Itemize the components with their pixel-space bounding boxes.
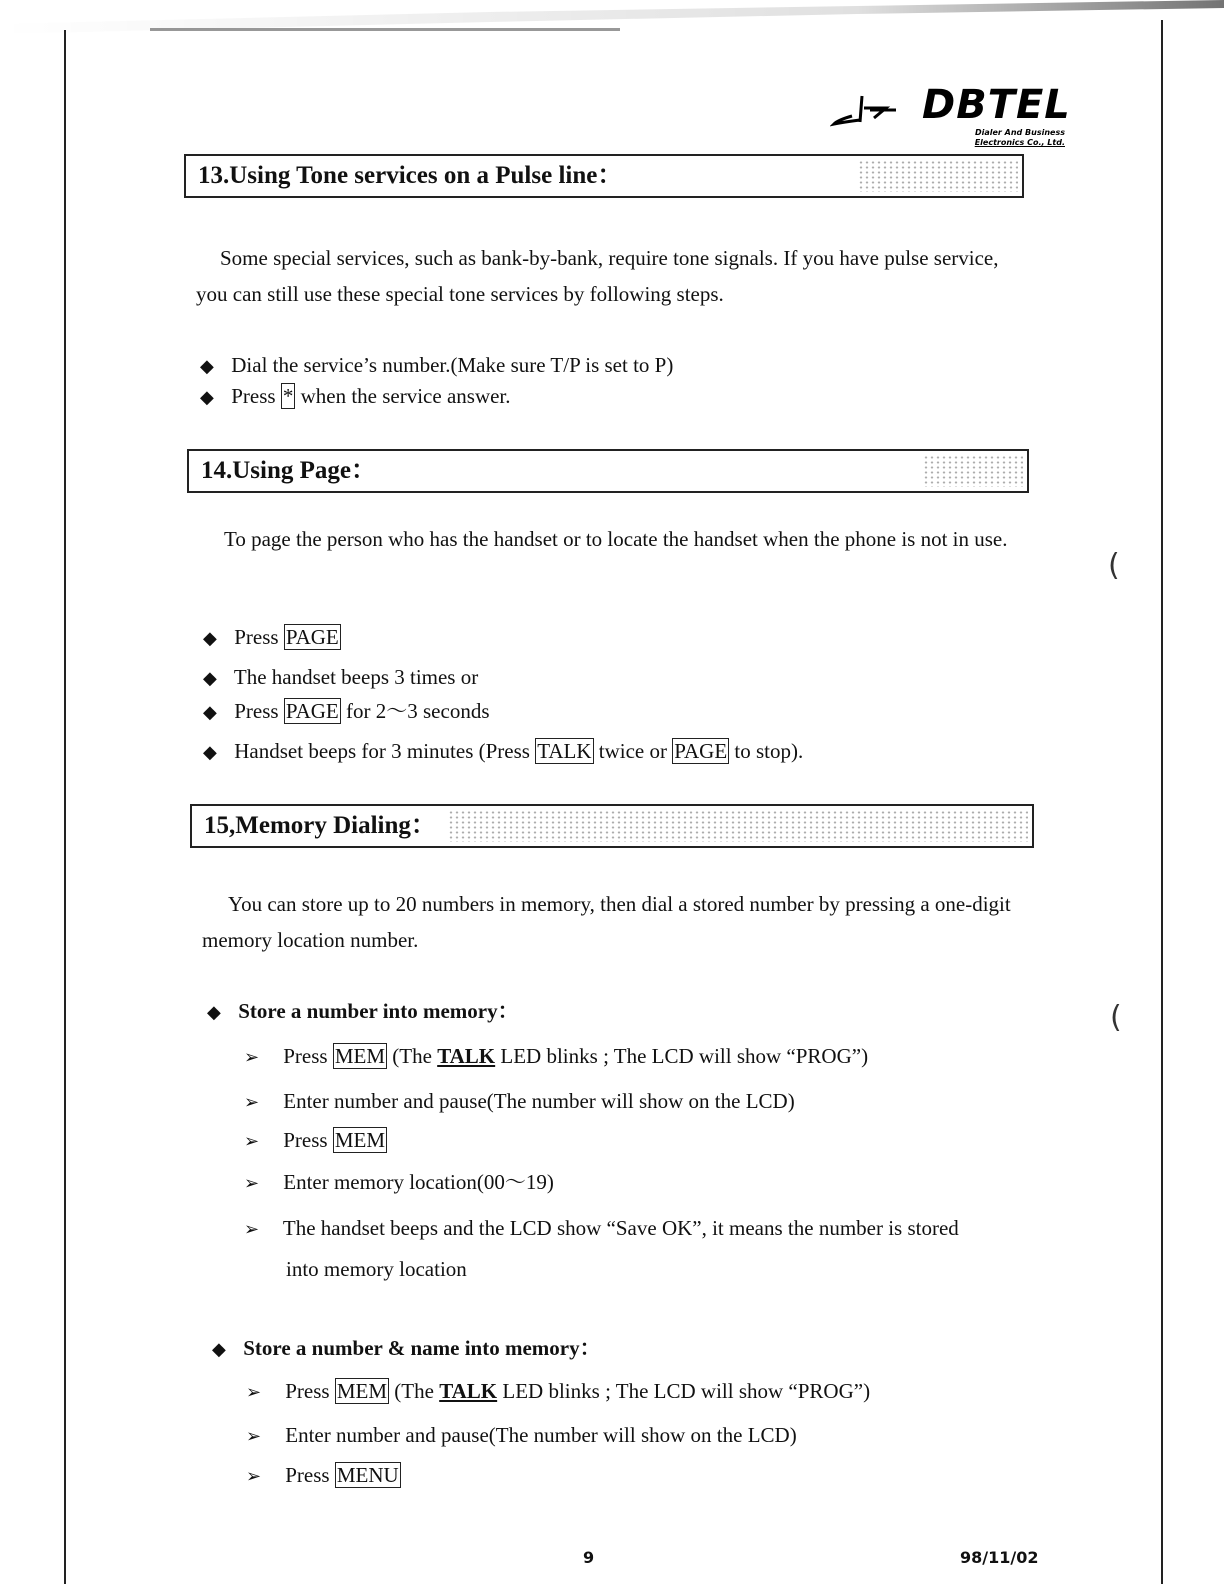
diamond-bullet-icon: ◆ bbox=[203, 668, 217, 688]
store-name-heading: ◆ Store a number & name into memory： bbox=[212, 1333, 601, 1364]
key-page: PAGE bbox=[285, 699, 339, 723]
list-item: ➢ Press MEM (The TALK LED blinks ; The LCD will show “PROG”) bbox=[246, 1376, 870, 1407]
hole-punch-mark: ( bbox=[1108, 548, 1120, 583]
scan-noise bbox=[858, 160, 1018, 192]
section-13-title: 13.Using Tone services on a Pulse line： bbox=[198, 162, 623, 189]
arrow-bullet-icon: ➢ bbox=[246, 1382, 262, 1402]
diamond-bullet-icon: ◆ bbox=[200, 387, 214, 407]
list-item: ◆ Press PAGE for 2～3 seconds bbox=[203, 696, 490, 727]
scan-artifact-top bbox=[0, 0, 1224, 40]
dbtel-mark-icon bbox=[830, 90, 910, 130]
arrow-bullet-icon: ➢ bbox=[246, 1466, 262, 1486]
talk-label: TALK bbox=[437, 1044, 496, 1068]
arrow-bullet-icon: ➢ bbox=[244, 1092, 260, 1112]
scan-noise bbox=[923, 455, 1023, 487]
section-14-title: 14.Using Page： bbox=[201, 457, 377, 484]
list-item: ◆ Press PAGE bbox=[203, 622, 341, 653]
company-logo bbox=[830, 82, 1070, 157]
arrow-bullet-icon: ➢ bbox=[244, 1219, 260, 1239]
diamond-bullet-icon: ◆ bbox=[207, 1002, 221, 1022]
key-menu: MENU bbox=[336, 1463, 399, 1487]
talk-label: TALK bbox=[439, 1379, 498, 1403]
list-item-continuation: into memory location bbox=[286, 1257, 467, 1281]
list-item: ◆ The handset beeps 3 times or bbox=[203, 662, 478, 693]
scan-noise bbox=[448, 810, 1028, 842]
list-item: ➢ Enter memory location(00～19) bbox=[244, 1167, 554, 1198]
list-item: ◆ Press * when the service answer. bbox=[200, 381, 511, 412]
scan-artifact-line bbox=[150, 28, 620, 31]
list-item: ➢ Press MEM bbox=[244, 1125, 387, 1156]
key-mem: MEM bbox=[334, 1044, 386, 1068]
key-mem: MEM bbox=[334, 1128, 386, 1152]
document-date: 98/11/02 bbox=[960, 1548, 1039, 1567]
list-item: ➢ Press MEM (The TALK LED blinks ; The LCD will show “PROG”) bbox=[244, 1041, 868, 1072]
key-talk: TALK bbox=[537, 739, 592, 763]
key-page: PAGE bbox=[285, 625, 339, 649]
diamond-bullet-icon: ◆ bbox=[212, 1339, 226, 1359]
logo-subtitle: Dialer And Business Electronics Co., Ltd. bbox=[974, 128, 1065, 147]
arrow-bullet-icon: ➢ bbox=[244, 1047, 260, 1067]
list-item: ➢ Press MENU bbox=[246, 1460, 401, 1491]
section-13-header bbox=[184, 154, 1024, 198]
arrow-bullet-icon: ➢ bbox=[244, 1131, 260, 1151]
arrow-bullet-icon: ➢ bbox=[244, 1173, 260, 1193]
logo-brand-text: DBTEL bbox=[922, 82, 1071, 128]
section-14-header bbox=[187, 449, 1029, 493]
section-15-title: 15,Memory Dialing： bbox=[204, 812, 436, 839]
diamond-bullet-icon: ◆ bbox=[200, 356, 214, 376]
list-item: ➢ The handset beeps and the LCD show “Save OK”, it means the number is stored bbox=[244, 1213, 959, 1244]
section-13-intro: Some special services, such as bank-by-bank, require tone signals. If you have pulse service, you can still use these special tone services by following steps. bbox=[196, 246, 999, 306]
page-number: 9 bbox=[583, 1548, 595, 1567]
section-15-header bbox=[190, 804, 1034, 848]
diamond-bullet-icon: ◆ bbox=[203, 628, 217, 648]
section-14-intro: To page the person who has the handset or to locate the handset when the phone is not in use. bbox=[224, 527, 1008, 551]
section-15-intro: You can store up to 20 numbers in memory, then dial a stored number by pressing a one-digit memory location number. bbox=[202, 892, 1011, 952]
key-mem: MEM bbox=[336, 1379, 388, 1403]
diamond-bullet-icon: ◆ bbox=[203, 702, 217, 722]
key-page: PAGE bbox=[674, 739, 728, 763]
list-item: ➢ Enter number and pause(The number will show on the LCD) bbox=[244, 1086, 795, 1117]
page-border-left bbox=[64, 30, 66, 1584]
hole-punch-mark: ( bbox=[1110, 1000, 1122, 1035]
arrow-bullet-icon: ➢ bbox=[246, 1426, 262, 1446]
store-number-heading: ◆ Store a number into memory： bbox=[207, 996, 519, 1027]
key-star: * bbox=[282, 384, 294, 408]
list-item: ◆ Handset beeps for 3 minutes (Press TALK twice or PAGE to stop). bbox=[203, 736, 803, 767]
list-item: ◆ Dial the service’s number.(Make sure T/P is set to P) bbox=[200, 350, 673, 381]
list-item: ➢ Enter number and pause(The number will show on the LCD) bbox=[246, 1420, 797, 1451]
diamond-bullet-icon: ◆ bbox=[203, 742, 217, 762]
page-border-right bbox=[1161, 20, 1163, 1584]
